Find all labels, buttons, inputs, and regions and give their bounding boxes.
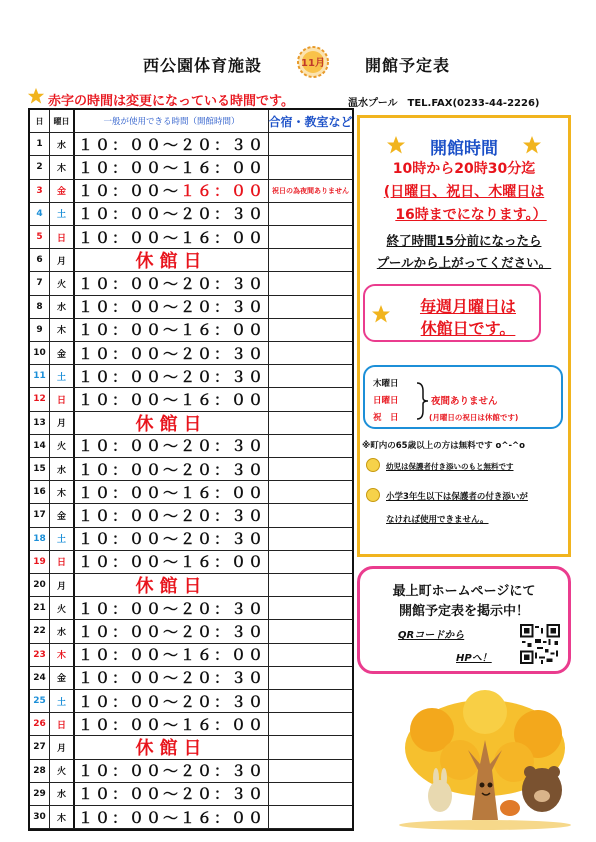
smile-icon [366, 458, 380, 472]
day-number: 30 [30, 806, 50, 828]
row-note [269, 435, 352, 457]
open-hours: １０：００～１６：００ [75, 551, 269, 573]
row-note [269, 296, 352, 318]
no-night-box [363, 365, 563, 429]
row-note [269, 272, 352, 294]
row-note [269, 133, 352, 155]
row-note [269, 458, 352, 480]
open-hours: １０：００～１６：００ [75, 319, 269, 341]
monday-line1: 毎週月曜日は [419, 297, 516, 316]
monday-closed-box [363, 284, 541, 342]
open-hours: １０：００～１６：００ [75, 481, 269, 503]
row-note [269, 574, 352, 596]
weekday: 月 [50, 249, 75, 271]
row-note [269, 249, 352, 271]
open-hours: １０：００～１６：００ [75, 388, 269, 410]
day-number: 20 [30, 574, 50, 596]
day-number: 2 [30, 156, 50, 178]
open-hours: １０：００～２０：３０ [75, 133, 269, 155]
table-row [30, 597, 352, 620]
open-hours: １０：００～２０：３０ [75, 296, 269, 318]
weekday: 木 [50, 156, 75, 178]
qr-code[interactable] [520, 624, 560, 664]
row-note [269, 597, 352, 619]
weekday: 水 [50, 296, 75, 318]
table-row [30, 342, 352, 365]
day-number: 22 [30, 620, 50, 642]
open-hours: １０：００～２０：３０ [75, 620, 269, 642]
facility-name: 西公園体育施設 [143, 56, 263, 75]
table-row [30, 319, 352, 342]
row-note [269, 528, 352, 550]
row-note [269, 203, 352, 225]
day-number: 28 [30, 760, 50, 782]
autumn-tree-illustration [392, 690, 578, 830]
row-note [269, 644, 352, 666]
hours-line1: 10時から20時30分迄 [392, 161, 536, 177]
header-note: 合宿・教室など [268, 114, 353, 129]
table-row [30, 203, 352, 226]
day-number: 23 [30, 644, 50, 666]
open-hours: １０：００～１６：００ [75, 713, 269, 735]
weekday: 金 [50, 180, 75, 202]
row-note [269, 783, 352, 805]
table-row [30, 620, 352, 643]
row-note [269, 412, 352, 434]
table-row [30, 458, 352, 481]
table-row [30, 528, 352, 551]
smile-icon [366, 488, 380, 502]
day-number: 6 [30, 249, 50, 271]
weekday: 月 [50, 736, 75, 758]
row-note [269, 365, 352, 387]
day-number: 10 [30, 342, 50, 364]
hours-line2: (日曜日、祝日、木曜日は [383, 184, 545, 200]
row-note [269, 388, 352, 410]
table-row [30, 388, 352, 411]
seniors-free: ※町内の65歳以上の方は無料です о^-^о [362, 441, 526, 451]
row-note [269, 342, 352, 364]
open-hours: １０：００～２０：３０ [75, 272, 269, 294]
contact-info: 温水プール TEL.FAX(0233-44-2226) [348, 98, 540, 109]
hp-link[interactable]: HPへ！ [456, 653, 492, 664]
weekday: 土 [50, 528, 75, 550]
day-number: 14 [30, 435, 50, 457]
weekday: 火 [50, 435, 75, 457]
row-note [269, 667, 352, 689]
homepage-box [357, 566, 571, 674]
table-row [30, 574, 352, 597]
homepage-line2: 開館予定表を掲示中！ [398, 604, 529, 619]
hours-line4: 終了時間15分前になったら [386, 233, 542, 248]
day-number: 25 [30, 690, 50, 712]
open-hours: １０：００～２０：３０ [75, 528, 269, 550]
weekday: 月 [50, 574, 75, 596]
table-row [30, 249, 352, 272]
open-hours [75, 180, 269, 202]
day-number: 3 [30, 180, 50, 202]
weekday: 水 [50, 783, 75, 805]
open-hours: １０：００～２０：３０ [75, 458, 269, 480]
day-number: 16 [30, 481, 50, 503]
star-icon [27, 87, 45, 105]
day-number: 15 [30, 458, 50, 480]
day-number: 19 [30, 551, 50, 573]
table-row [30, 481, 352, 504]
no-night-text: 夜間ありません [431, 396, 498, 407]
schedule-title: 開館予定表 [365, 56, 451, 75]
day-number: 5 [30, 226, 50, 248]
weekday: 日 [50, 388, 75, 410]
table-row [30, 156, 352, 179]
open-hours: １０：００～１６：００ [75, 226, 269, 248]
header-time: 一般が使用できる時間（開館時間） [75, 110, 269, 132]
weekday: 火 [50, 760, 75, 782]
closed-day-label: 休館日 [75, 412, 269, 434]
table-row [30, 667, 352, 690]
row-note [269, 319, 352, 341]
day-number: 12 [30, 388, 50, 410]
row-note: 祝日の為夜間ありません [272, 186, 349, 195]
row-note [269, 690, 352, 712]
day-number: 24 [30, 667, 50, 689]
row-note [269, 620, 352, 642]
day-number: 18 [30, 528, 50, 550]
table-header [30, 110, 352, 133]
day-number: 29 [30, 783, 50, 805]
weekday: 日 [50, 226, 75, 248]
star-icon [371, 304, 391, 324]
row-note [269, 504, 352, 526]
weekday: 木 [50, 319, 75, 341]
weekday: 日 [50, 713, 75, 735]
open-hours-start: １０：００～ [77, 182, 180, 201]
row-note [269, 806, 352, 828]
homepage-line1: 最上町ホームページにて [392, 584, 536, 599]
table-row [30, 690, 352, 713]
table-row [30, 806, 352, 829]
weekday: 土 [50, 365, 75, 387]
kids-line1: 小学3年生以下は保護者の付き添いが [386, 492, 528, 502]
weekday: 土 [50, 690, 75, 712]
table-row [30, 713, 352, 736]
hours-title: 開館時間 [430, 139, 498, 159]
weekday: 水 [50, 133, 75, 155]
weekday: 金 [50, 667, 75, 689]
header-day: 日 [30, 110, 50, 132]
weekday: 月 [50, 412, 75, 434]
weekday: 金 [50, 342, 75, 364]
row-note [269, 226, 352, 248]
schedule-table [28, 108, 354, 831]
weekday: 日 [50, 551, 75, 573]
day-number: 27 [30, 736, 50, 758]
table-row [30, 504, 352, 527]
table-row [30, 736, 352, 759]
hours-line5: プールから上がってください。 [376, 255, 552, 270]
table-row [30, 180, 352, 203]
open-hours: １０：００～２０：３０ [75, 783, 269, 805]
weekday: 金 [50, 504, 75, 526]
holiday-label: 祝 日 [373, 413, 399, 423]
weekday: 木 [50, 806, 75, 828]
open-hours: １０：００～２０：３０ [75, 597, 269, 619]
table-row [30, 435, 352, 458]
closed-day-label: 休館日 [75, 249, 269, 271]
day-number: 8 [30, 296, 50, 318]
open-hours-changed: １６：００ [180, 182, 266, 201]
row-note [269, 551, 352, 573]
red-time-notice: 赤字の時間は変更になっている時間です。 [48, 94, 294, 109]
open-hours: １０：００～２０：３０ [75, 690, 269, 712]
open-hours: １０：００～２０：３０ [75, 667, 269, 689]
row-note [269, 481, 352, 503]
open-hours: １０：００～２０：３０ [75, 342, 269, 364]
month-badge [293, 44, 333, 80]
open-hours: １０：００～２０：３０ [75, 435, 269, 457]
weekday: 火 [50, 272, 75, 294]
qr-text: QRコードから [398, 630, 465, 641]
table-row [30, 783, 352, 806]
open-hours: １０：００～２０：３０ [75, 203, 269, 225]
weekday: 木 [50, 644, 75, 666]
month-badge-label: 11月 [301, 58, 325, 69]
table-row [30, 365, 352, 388]
closed-day-label: 休館日 [75, 736, 269, 758]
weekday: 水 [50, 620, 75, 642]
row-note [269, 760, 352, 782]
day-number: 7 [30, 272, 50, 294]
open-hours: １０：００～１６：００ [75, 644, 269, 666]
day-number: 1 [30, 133, 50, 155]
day-number: 13 [30, 412, 50, 434]
open-hours: １０：００～２０：３０ [75, 760, 269, 782]
day-number: 9 [30, 319, 50, 341]
sunday-label: 日曜日 [373, 396, 399, 406]
toddlers-free: 幼児は保護者付き添いのもと無料です [386, 462, 514, 471]
day-number: 26 [30, 713, 50, 735]
table-row [30, 760, 352, 783]
table-row [30, 133, 352, 156]
closed-day-label: 休館日 [75, 574, 269, 596]
brace-icon [415, 381, 429, 421]
monday-line2: 休館日です。 [420, 319, 516, 338]
weekday: 水 [50, 458, 75, 480]
table-row [30, 412, 352, 435]
kids-line2: なければ使用できません。 [386, 515, 489, 525]
hours-line3: 16時までになります。） [395, 207, 547, 223]
day-number: 11 [30, 365, 50, 387]
header-weekday: 曜日 [50, 110, 75, 132]
table-row [30, 296, 352, 319]
day-number: 21 [30, 597, 50, 619]
day-number: 4 [30, 203, 50, 225]
row-note [269, 713, 352, 735]
monday-holiday-note: (月曜日の祝日は休館です) [429, 413, 519, 422]
weekday: 土 [50, 203, 75, 225]
row-note [269, 156, 352, 178]
day-number: 17 [30, 504, 50, 526]
thursday-label: 木曜日 [373, 379, 399, 389]
table-row [30, 272, 352, 295]
table-row [30, 226, 352, 249]
open-hours: １０：００～２０：３０ [75, 504, 269, 526]
weekday: 火 [50, 597, 75, 619]
weekday: 木 [50, 481, 75, 503]
open-hours: １０：００～１６：００ [75, 806, 269, 828]
table-row [30, 644, 352, 667]
row-note [269, 736, 352, 758]
open-hours: １０：００～２０：３０ [75, 365, 269, 387]
open-hours: １０：００～１６：００ [75, 156, 269, 178]
table-row [30, 551, 352, 574]
